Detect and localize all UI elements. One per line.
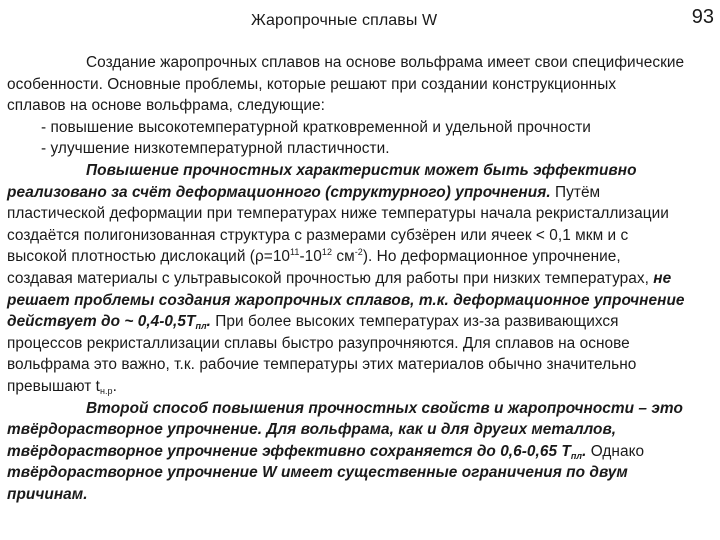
body-text: Путём (550, 183, 601, 201)
emphasis-text: твёрдорастворное упрочнение эффективно сохраняется до 0,6-0,65 T (7, 442, 571, 460)
subscript: н.р (99, 385, 113, 396)
subscript: пл (195, 321, 207, 332)
emphasis-text: . (582, 442, 587, 460)
paragraph-2-line-9: процессов рекристаллизации сплавы быстро разупрочняются. Для сплавов на основе (7, 334, 630, 352)
paragraph-3-line-4 (7, 462, 715, 484)
body-text: Однако (586, 442, 645, 460)
page-title: Жаропрочные сплавы W (251, 12, 438, 29)
body-text: см (332, 248, 355, 266)
paragraph-2-line-3: пластической деформации при температурах ниже температуры начала рекристаллизации (7, 205, 669, 223)
paragraph-2-line-11 (7, 376, 715, 398)
emphasis-text: Повышение прочностных характеристик может быть эффективно (86, 161, 637, 179)
paragraph-2-line-5 (7, 246, 715, 268)
page-number: 93 (691, 6, 714, 28)
body-text: При более высоких температурах из-за развивающихся (210, 313, 619, 331)
superscript: 12 (321, 247, 333, 258)
list-item-bullet-1: - повышение высокотемпературной кратковременной и удельной прочности (41, 118, 591, 136)
paragraph-1-line-2: особенности. Основные проблемы, которые решают при создании конструкционных (7, 75, 617, 93)
paragraph-3-line-2 (7, 419, 715, 441)
paragraph-2-line-4: создаётся полигонизованная структура с размерами субзёрен или ячеек < 0,1 мкм и с (7, 226, 629, 244)
paragraph-2-line-1 (7, 160, 715, 182)
subscript: пл (570, 450, 583, 461)
emphasis-text: Второй способ повышения прочностных свойств и жаропрочности – это (86, 399, 683, 417)
body-text: ). Но деформационное упрочнение, (362, 248, 621, 266)
body-text: создавая материалы с ультравысокой прочностью для работы при низких температурах, (7, 269, 654, 287)
document-body (7, 52, 715, 505)
emphasis-text: . (206, 313, 211, 331)
list-item-bullet-2: - улучшение низкотемпературной пластичности. (41, 140, 390, 158)
emphasis-text: решает проблемы создания жаропрочных сплавов, т.к. деформационное упрочнение (7, 291, 685, 309)
emphasis-text: твёрдорастворное упрочнение. Для вольфрама, как и для других металлов, (7, 421, 617, 439)
body-text: -10 (299, 248, 322, 266)
superscript: -2 (354, 247, 363, 258)
paragraph-2-line-6 (7, 268, 715, 290)
emphasis-text: реализовано за счёт деформационного (структурного) упрочнения. (7, 183, 551, 201)
paragraph-3-line-1 (7, 398, 715, 420)
body-text: превышают t (7, 377, 100, 395)
paragraph-2-line-7 (7, 290, 715, 312)
paragraph-3-line-3 (7, 441, 715, 463)
paragraph-3-line-5 (7, 484, 715, 506)
paragraph-1-line-1: Создание жаропрочных сплавов на основе вольфрама имеет свои специфические (86, 54, 685, 71)
paragraph-2-line-10: вольфрама это важно, т.к. рабочие температуры этих материалов обычно значительно (7, 356, 637, 374)
emphasis-text: действует до ~ 0,4-0,5T (7, 313, 196, 331)
paragraph-1-line-3: сплавов на основе вольфрама, следующие: (7, 97, 325, 115)
emphasis-text: не (653, 269, 672, 287)
paragraph-2-line-2 (7, 182, 715, 204)
body-text: высокой плотностью дислокаций (ρ=10 (7, 248, 291, 266)
emphasis-text: твёрдорастворное упрочнение W имеет существенные ограничения по двум (7, 464, 628, 482)
body-text: . (112, 377, 117, 395)
emphasis-text: причинам. (7, 485, 88, 503)
superscript: 11 (290, 247, 300, 258)
paragraph-2-line-8 (7, 311, 715, 333)
